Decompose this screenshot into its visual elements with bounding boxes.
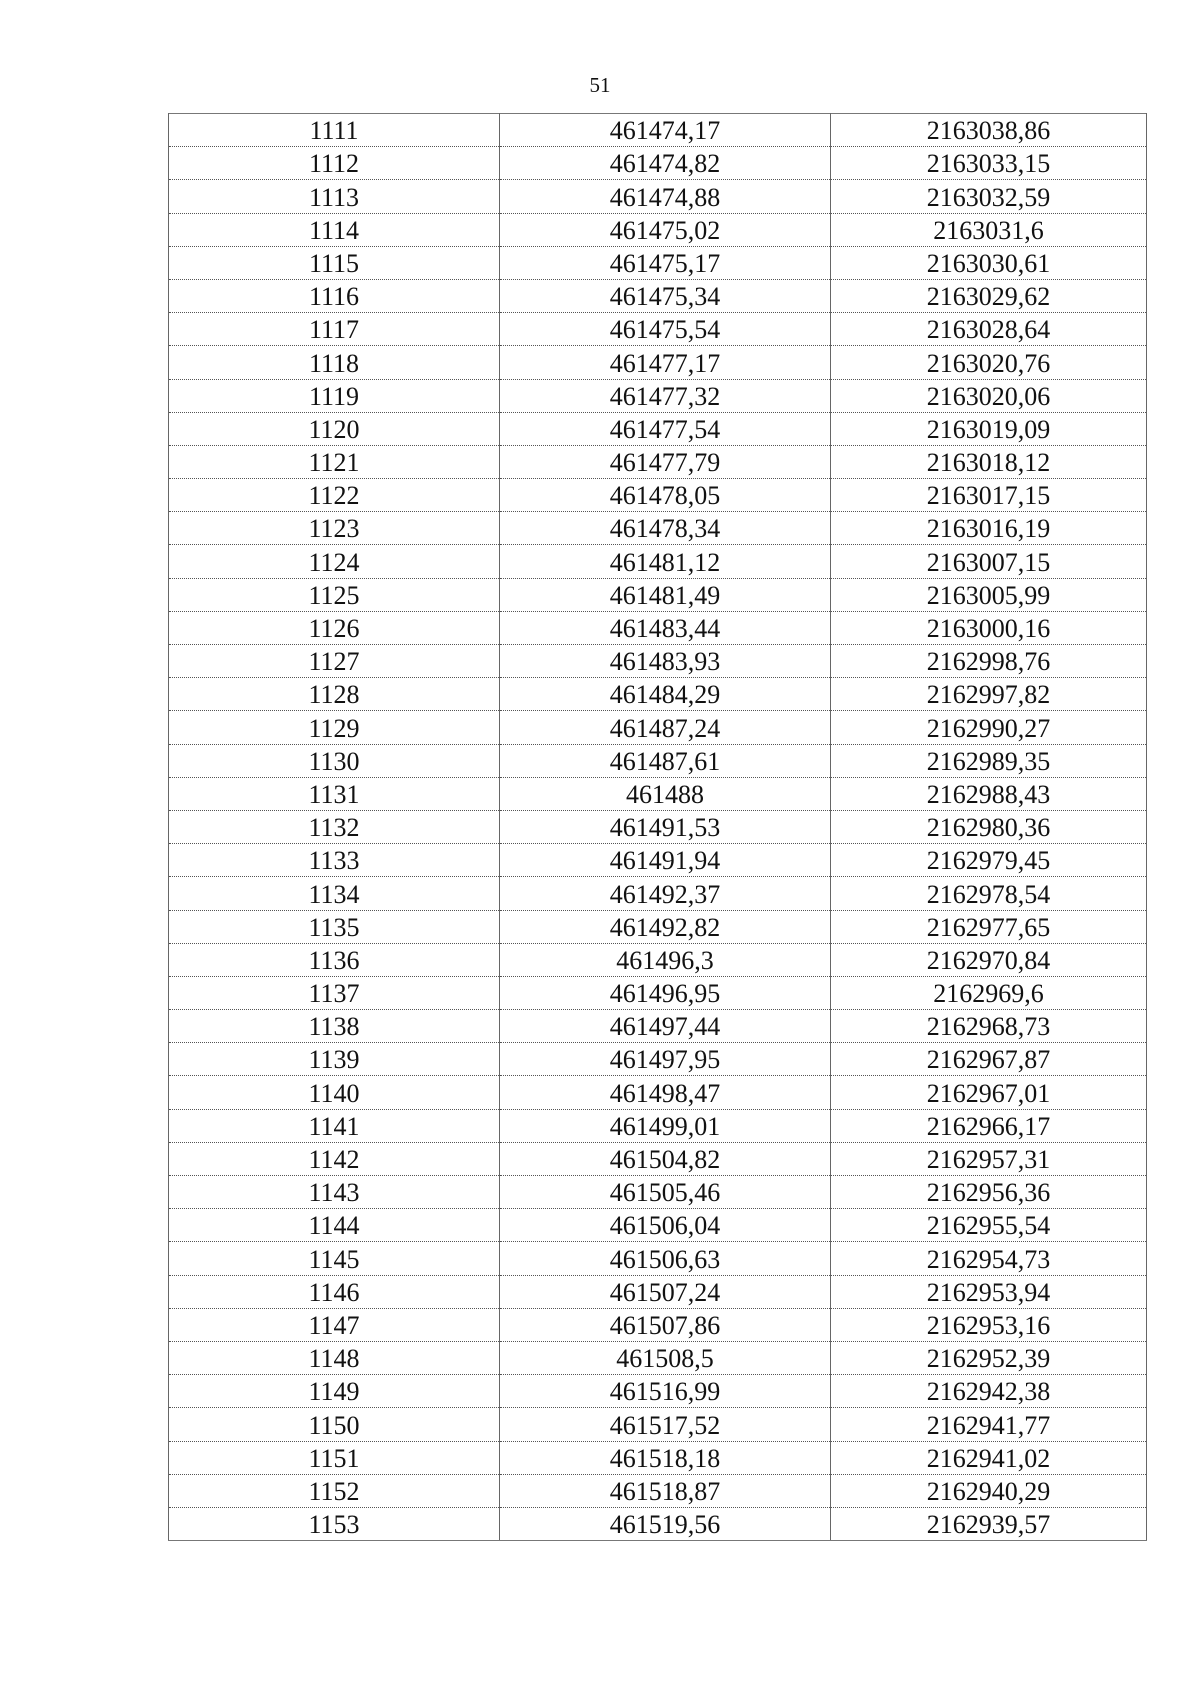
point-number-cell: 1140 [169, 1076, 500, 1109]
x-coordinate-cell: 461506,63 [500, 1242, 831, 1275]
point-number-cell: 1112 [169, 147, 500, 180]
y-coordinate-cell: 2163016,19 [831, 512, 1147, 545]
table-row [169, 711, 1147, 744]
point-number-cell: 1125 [169, 578, 500, 611]
table-row [169, 810, 1147, 843]
table-row [169, 844, 1147, 877]
table-row [169, 147, 1147, 180]
table-row [169, 1209, 1147, 1242]
table-row [169, 512, 1147, 545]
table-row [169, 1341, 1147, 1374]
point-number-cell: 1132 [169, 810, 500, 843]
point-number-cell: 1145 [169, 1242, 500, 1275]
point-number-cell: 1113 [169, 180, 500, 213]
y-coordinate-cell: 2163020,06 [831, 379, 1147, 412]
point-number-cell: 1119 [169, 379, 500, 412]
y-coordinate-cell: 2162989,35 [831, 744, 1147, 777]
coordinates-table [168, 113, 1147, 1541]
x-coordinate-cell: 461477,32 [500, 379, 831, 412]
x-coordinate-cell: 461499,01 [500, 1109, 831, 1142]
table-row [169, 645, 1147, 678]
point-number-cell: 1111 [169, 114, 500, 147]
table-row [169, 114, 1147, 147]
point-number-cell: 1147 [169, 1308, 500, 1341]
x-coordinate-cell: 461474,82 [500, 147, 831, 180]
point-number-cell: 1138 [169, 1010, 500, 1043]
y-coordinate-cell: 2162977,65 [831, 910, 1147, 943]
y-coordinate-cell: 2162954,73 [831, 1242, 1147, 1275]
x-coordinate-cell: 461508,5 [500, 1341, 831, 1374]
table-row [169, 1441, 1147, 1474]
point-number-cell: 1115 [169, 246, 500, 279]
y-coordinate-cell: 2163017,15 [831, 479, 1147, 512]
y-coordinate-cell: 2162953,16 [831, 1308, 1147, 1341]
y-coordinate-cell: 2162968,73 [831, 1010, 1147, 1043]
y-coordinate-cell: 2162988,43 [831, 777, 1147, 810]
x-coordinate-cell: 461505,46 [500, 1176, 831, 1209]
x-coordinate-cell: 461475,54 [500, 313, 831, 346]
table-row [169, 1308, 1147, 1341]
x-coordinate-cell: 461487,61 [500, 744, 831, 777]
y-coordinate-cell: 2162940,29 [831, 1474, 1147, 1507]
point-number-cell: 1153 [169, 1507, 500, 1540]
x-coordinate-cell: 461492,82 [500, 910, 831, 943]
y-coordinate-cell: 2163038,86 [831, 114, 1147, 147]
table-row [169, 578, 1147, 611]
y-coordinate-cell: 2163018,12 [831, 445, 1147, 478]
table-row [169, 545, 1147, 578]
point-number-cell: 1136 [169, 943, 500, 976]
table-row [169, 1076, 1147, 1109]
table-row [169, 445, 1147, 478]
table-row [169, 279, 1147, 312]
table-row [169, 313, 1147, 346]
x-coordinate-cell: 461497,44 [500, 1010, 831, 1043]
point-number-cell: 1129 [169, 711, 500, 744]
y-coordinate-cell: 2162980,36 [831, 810, 1147, 843]
x-coordinate-cell: 461504,82 [500, 1142, 831, 1175]
table-row [169, 180, 1147, 213]
coordinates-table-body [169, 114, 1147, 1541]
point-number-cell: 1150 [169, 1408, 500, 1441]
point-number-cell: 1141 [169, 1109, 500, 1142]
point-number-cell: 1127 [169, 645, 500, 678]
table-row [169, 1507, 1147, 1540]
x-coordinate-cell: 461492,37 [500, 877, 831, 910]
point-number-cell: 1134 [169, 877, 500, 910]
y-coordinate-cell: 2163005,99 [831, 578, 1147, 611]
point-number-cell: 1120 [169, 412, 500, 445]
table-row [169, 744, 1147, 777]
point-number-cell: 1114 [169, 213, 500, 246]
table-row [169, 346, 1147, 379]
y-coordinate-cell: 2162952,39 [831, 1341, 1147, 1374]
table-row [169, 1375, 1147, 1408]
x-coordinate-cell: 461506,04 [500, 1209, 831, 1242]
point-number-cell: 1117 [169, 313, 500, 346]
y-coordinate-cell: 2162979,45 [831, 844, 1147, 877]
x-coordinate-cell: 461478,34 [500, 512, 831, 545]
y-coordinate-cell: 2163029,62 [831, 279, 1147, 312]
y-coordinate-cell: 2162957,31 [831, 1142, 1147, 1175]
y-coordinate-cell: 2163033,15 [831, 147, 1147, 180]
table-row [169, 1142, 1147, 1175]
y-coordinate-cell: 2162953,94 [831, 1275, 1147, 1308]
point-number-cell: 1139 [169, 1043, 500, 1076]
x-coordinate-cell: 461475,17 [500, 246, 831, 279]
y-coordinate-cell: 2162970,84 [831, 943, 1147, 976]
table-row [169, 877, 1147, 910]
point-number-cell: 1116 [169, 279, 500, 312]
table-row [169, 910, 1147, 943]
x-coordinate-cell: 461477,79 [500, 445, 831, 478]
x-coordinate-cell: 461475,34 [500, 279, 831, 312]
point-number-cell: 1123 [169, 512, 500, 545]
table-row [169, 1010, 1147, 1043]
table-row [169, 379, 1147, 412]
point-number-cell: 1146 [169, 1275, 500, 1308]
y-coordinate-cell: 2163007,15 [831, 545, 1147, 578]
point-number-cell: 1121 [169, 445, 500, 478]
y-coordinate-cell: 2163020,76 [831, 346, 1147, 379]
point-number-cell: 1118 [169, 346, 500, 379]
y-coordinate-cell: 2162956,36 [831, 1176, 1147, 1209]
x-coordinate-cell: 461491,94 [500, 844, 831, 877]
table-row [169, 1043, 1147, 1076]
table-row [169, 412, 1147, 445]
table-row [169, 777, 1147, 810]
point-number-cell: 1128 [169, 678, 500, 711]
y-coordinate-cell: 2163031,6 [831, 213, 1147, 246]
table-row [169, 1474, 1147, 1507]
x-coordinate-cell: 461518,18 [500, 1441, 831, 1474]
y-coordinate-cell: 2162941,02 [831, 1441, 1147, 1474]
point-number-cell: 1131 [169, 777, 500, 810]
x-coordinate-cell: 461491,53 [500, 810, 831, 843]
x-coordinate-cell: 461516,99 [500, 1375, 831, 1408]
x-coordinate-cell: 461498,47 [500, 1076, 831, 1109]
x-coordinate-cell: 461496,95 [500, 976, 831, 1009]
x-coordinate-cell: 461496,3 [500, 943, 831, 976]
table-row [169, 1242, 1147, 1275]
y-coordinate-cell: 2162967,01 [831, 1076, 1147, 1109]
x-coordinate-cell: 461475,02 [500, 213, 831, 246]
point-number-cell: 1133 [169, 844, 500, 877]
point-number-cell: 1137 [169, 976, 500, 1009]
x-coordinate-cell: 461517,52 [500, 1408, 831, 1441]
table-row [169, 1109, 1147, 1142]
y-coordinate-cell: 2163030,61 [831, 246, 1147, 279]
y-coordinate-cell: 2163032,59 [831, 180, 1147, 213]
y-coordinate-cell: 2162997,82 [831, 678, 1147, 711]
x-coordinate-cell: 461507,86 [500, 1308, 831, 1341]
x-coordinate-cell: 461507,24 [500, 1275, 831, 1308]
x-coordinate-cell: 461477,54 [500, 412, 831, 445]
table-row [169, 611, 1147, 644]
table-row [169, 479, 1147, 512]
y-coordinate-cell: 2162942,38 [831, 1375, 1147, 1408]
point-number-cell: 1142 [169, 1142, 500, 1175]
point-number-cell: 1144 [169, 1209, 500, 1242]
y-coordinate-cell: 2162998,76 [831, 645, 1147, 678]
x-coordinate-cell: 461497,95 [500, 1043, 831, 1076]
table-row [169, 1275, 1147, 1308]
y-coordinate-cell: 2162978,54 [831, 877, 1147, 910]
table-row [169, 1176, 1147, 1209]
x-coordinate-cell: 461481,49 [500, 578, 831, 611]
y-coordinate-cell: 2162941,77 [831, 1408, 1147, 1441]
y-coordinate-cell: 2163000,16 [831, 611, 1147, 644]
point-number-cell: 1122 [169, 479, 500, 512]
x-coordinate-cell: 461474,88 [500, 180, 831, 213]
table-row [169, 943, 1147, 976]
x-coordinate-cell: 461518,87 [500, 1474, 831, 1507]
x-coordinate-cell: 461487,24 [500, 711, 831, 744]
table-row [169, 246, 1147, 279]
x-coordinate-cell: 461478,05 [500, 479, 831, 512]
y-coordinate-cell: 2162966,17 [831, 1109, 1147, 1142]
y-coordinate-cell: 2163028,64 [831, 313, 1147, 346]
point-number-cell: 1135 [169, 910, 500, 943]
y-coordinate-cell: 2162969,6 [831, 976, 1147, 1009]
point-number-cell: 1126 [169, 611, 500, 644]
x-coordinate-cell: 461477,17 [500, 346, 831, 379]
x-coordinate-cell: 461483,93 [500, 645, 831, 678]
x-coordinate-cell: 461481,12 [500, 545, 831, 578]
table-row [169, 678, 1147, 711]
x-coordinate-cell: 461483,44 [500, 611, 831, 644]
table-row [169, 213, 1147, 246]
point-number-cell: 1152 [169, 1474, 500, 1507]
y-coordinate-cell: 2162939,57 [831, 1507, 1147, 1540]
x-coordinate-cell: 461488 [500, 777, 831, 810]
y-coordinate-cell: 2162990,27 [831, 711, 1147, 744]
x-coordinate-cell: 461484,29 [500, 678, 831, 711]
y-coordinate-cell: 2163019,09 [831, 412, 1147, 445]
table-row [169, 976, 1147, 1009]
point-number-cell: 1143 [169, 1176, 500, 1209]
point-number-cell: 1151 [169, 1441, 500, 1474]
point-number-cell: 1130 [169, 744, 500, 777]
table-row [169, 1408, 1147, 1441]
point-number-cell: 1148 [169, 1341, 500, 1374]
x-coordinate-cell: 461519,56 [500, 1507, 831, 1540]
x-coordinate-cell: 461474,17 [500, 114, 831, 147]
y-coordinate-cell: 2162967,87 [831, 1043, 1147, 1076]
point-number-cell: 1124 [169, 545, 500, 578]
y-coordinate-cell: 2162955,54 [831, 1209, 1147, 1242]
page-number: 51 [589, 73, 611, 97]
point-number-cell: 1149 [169, 1375, 500, 1408]
